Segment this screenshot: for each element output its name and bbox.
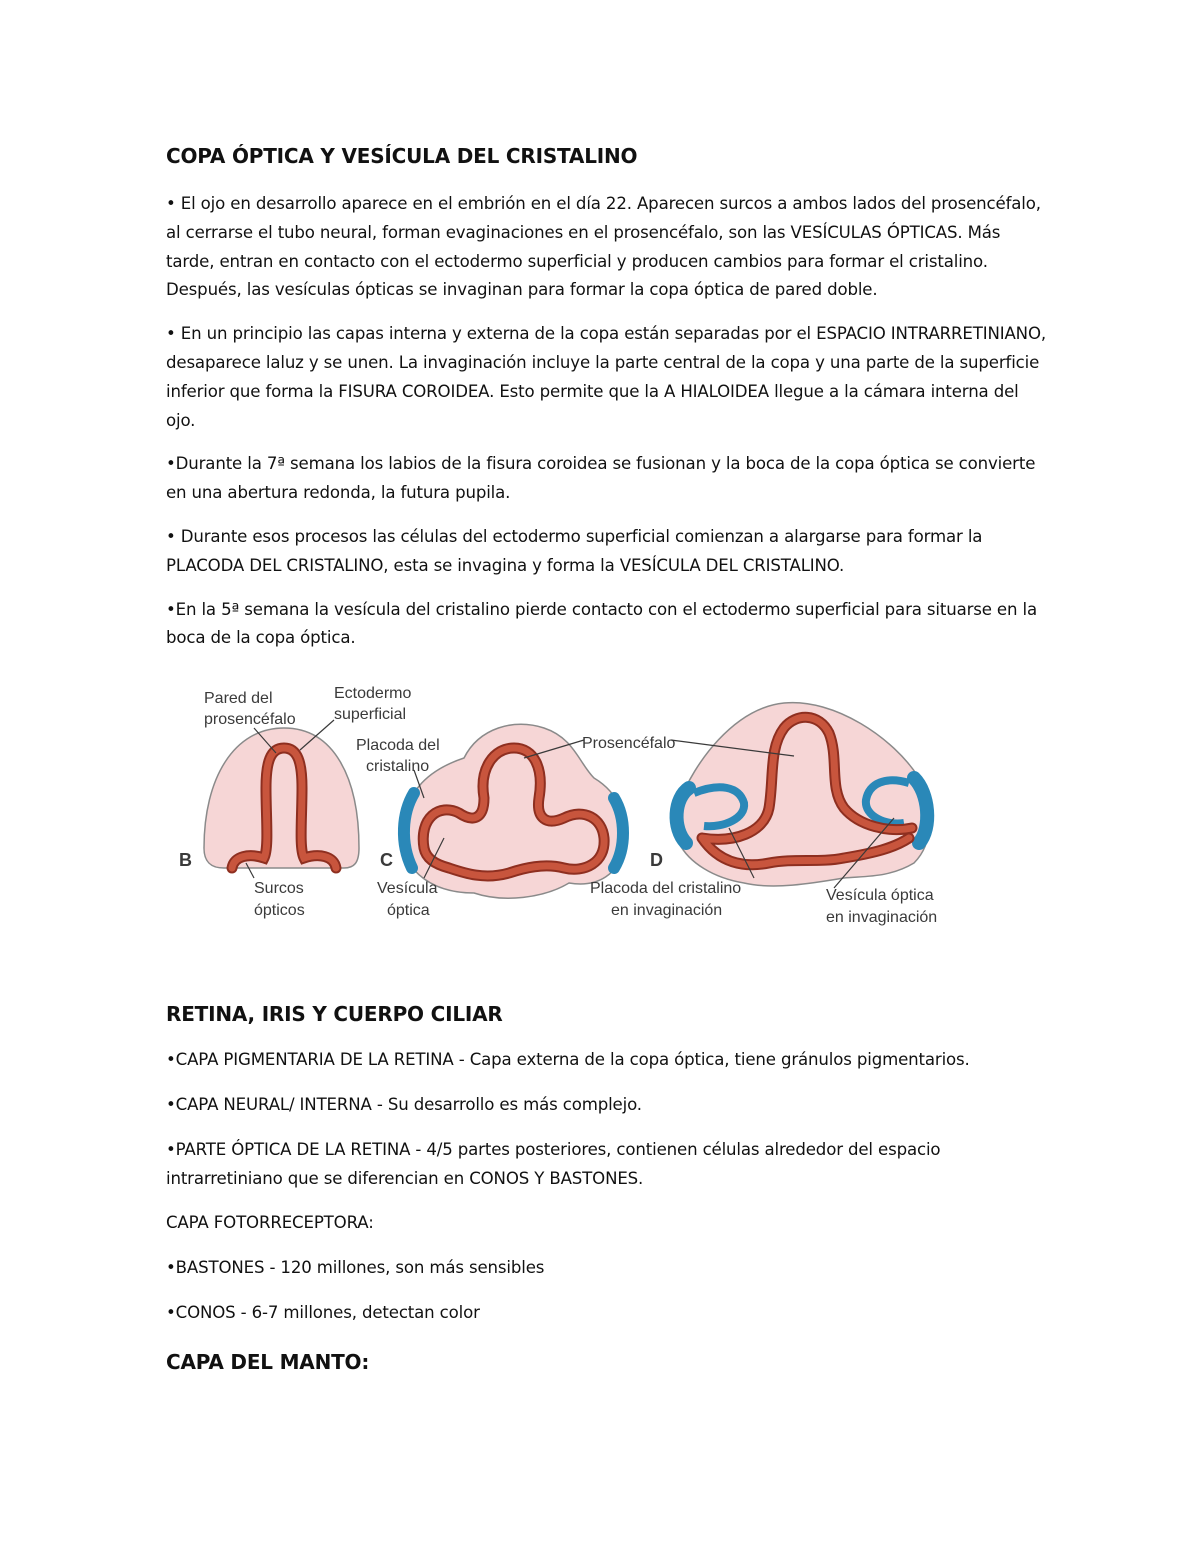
section-title-capa-manto: CAPA DEL MANTO: <box>166 1349 370 1374</box>
paragraph: •CAPA NEURAL/ INTERNA - Su desarrollo es más complejo. <box>166 1094 642 1114</box>
panel-d <box>675 703 929 886</box>
paragraph: •CAPA PIGMENTARIA DE LA RETINA - Capa externa de la copa óptica, tiene gránulos pigmentarios. <box>166 1050 970 1070</box>
paragraph: •BASTONES - 120 millones, son más sensibles <box>166 1258 545 1278</box>
label-ves-inv-2: en invaginación <box>826 909 938 927</box>
section-title-copa-optica: COPA ÓPTICA Y VESÍCULA DEL CRISTALINO <box>166 144 638 168</box>
label-prosencefalo: Prosencéfalo <box>582 735 676 753</box>
label-vesicula-1: Vesícula <box>377 880 438 898</box>
label-placoda-inv-2: en invaginación <box>611 902 723 920</box>
label-ecto-2: superficial <box>334 706 407 724</box>
retina-section <box>166 1046 1046 1328</box>
label-surcos-2: ópticos <box>254 902 305 920</box>
label-letter-b: B <box>179 850 192 871</box>
label-placoda-inv-1: Placoda del cristalino <box>590 880 742 898</box>
panel-b <box>204 728 359 868</box>
label-vesicula-2: óptica <box>387 902 430 920</box>
label-letter-d: D <box>650 850 663 871</box>
label-pared-2: prosencéfalo <box>204 711 296 729</box>
label-ecto-1: Ectodermo <box>334 685 412 703</box>
optic-cup-diagram <box>174 668 974 968</box>
paragraph: • El ojo en desarrollo aparece en el embrión en el día 22. Aparecen surcos a ambos lados del prosencéfalo, al cerrarse el tubo neural, forman evaginaciones en el prosencéfalo, son las VESÍCULAS ÓPTICAS. Más tarde, entran en contacto con el ectodermo superficial y producen cambios para formar el cristalino. Después, las vesículas ópticas se invaginan para formar la copa óptica de pared doble. <box>166 194 1041 300</box>
label-placoda-1: Placoda del <box>356 737 440 755</box>
paragraph: •En la 5ª semana la vesícula del cristalino pierde contacto con el ectodermo superficial para situarse en la boca de la copa óptica. <box>166 599 1037 648</box>
section-title-retina: RETINA, IRIS Y CUERPO CILIAR <box>166 1002 503 1027</box>
paragraph: • Durante esos procesos las células del ectodermo superficial comienzan a alargarse para formar la PLACODA DEL CRISTALINO, esta se invagina y forma la VESÍCULA DEL CRISTALINO. <box>166 526 983 575</box>
label-ves-inv-1: Vesícula óptica <box>826 887 934 905</box>
label-surcos-1: Surcos <box>254 880 304 898</box>
paragraph: •PARTE ÓPTICA DE LA RETINA - 4/5 partes posteriores, contienen células alrededor del espacio intrarretiniano que se diferencian en CONOS Y BASTONES. <box>166 1139 941 1188</box>
paragraph: CAPA FOTORRECEPTORA: <box>166 1213 374 1233</box>
paragraph: • En un principio las capas interna y externa de la copa están separadas por el ESPACIO INTRARRETINIANO, desaparece laluz y se unen. La invaginación incluye la parte central de la copa y una parte de la superficie inferior que forma la FISURA COROIDEA. Esto permite que la A HIALOIDEA llegue a la cámara interna del ojo. <box>166 324 1046 430</box>
paragraph: •CONOS - 6-7 millones, detectan color <box>166 1302 480 1322</box>
document-page <box>166 140 1046 1374</box>
label-placoda-2: cristalino <box>366 758 430 776</box>
label-pared-1: Pared del <box>204 690 273 708</box>
paragraph: •Durante la 7ª semana los labios de la fisura coroidea se fusionan y la boca de la copa óptica se convierte en una abertura redonda, la futura pupila. <box>166 454 1036 503</box>
label-letter-c: C <box>380 850 393 871</box>
diagram-svg <box>174 668 974 968</box>
